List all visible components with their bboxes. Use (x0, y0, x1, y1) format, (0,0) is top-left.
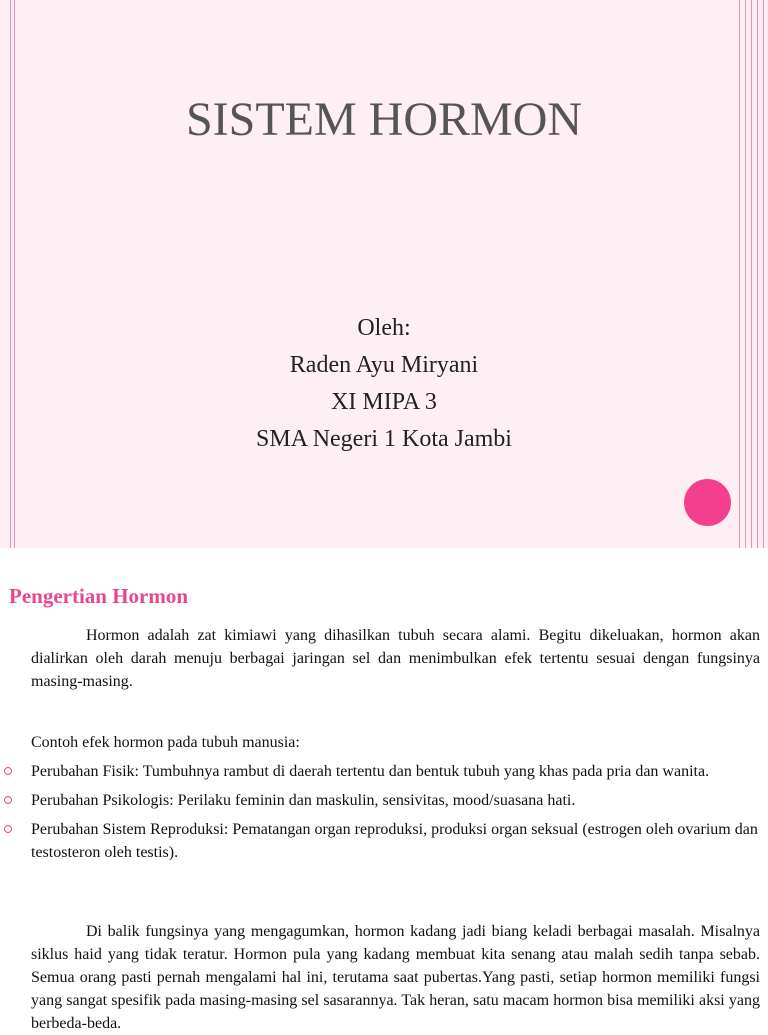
list-item-text: Perubahan Psikologis: Perilaku feminin dan maskulin, sensivitas, mood/suasana hati. (31, 792, 576, 809)
paragraph-definition: Hormon adalah zat kimiawi yang dihasilkan tubuh secara alami. Begitu dikeluakan, hormon akan dialirkan oleh darah menuju berbagai jaringan sel dan menimbulkan efek tertentu sesuai dengan fungsinya masing-masing. (31, 627, 760, 690)
byline-label: Oleh: (357, 315, 411, 341)
section-heading: Pengertian Hormon (9, 584, 189, 608)
examples-intro: Contoh efek hormon pada tubuh manusia: (31, 734, 300, 751)
list-item (0, 760, 760, 783)
bullet-circle-icon (4, 767, 12, 775)
author-block (0, 310, 768, 458)
paragraph-problems: Di balik fungsinya yang mengagumkan, hormon kadang jadi biang keladi berbagai masalah. Misalnya siklus haid yang tidak teratur. Hormon pula yang kadang membuat kita senang atau malah sedih tanpa sebab. Semua orang pasti pernah mengalami hal ini, terutama saat pubertas.Yang pasti, setiap hormon memiliki fungsi yang sangat spesifik pada masing-masing sel sasarannya. Tak heran, satu macam hormon bisa memiliki aksi yang berbeda-beda. (31, 923, 760, 1032)
list-item-text: Perubahan Sistem Reproduksi: Pematangan organ reproduksi, produksi organ seksual (estrogen oleh ovarium dan testosteron oleh testis). (31, 821, 758, 861)
border-line-right-5 (763, 0, 764, 548)
border-line-left-1 (10, 0, 11, 548)
border-line-left-2 (14, 0, 15, 548)
border-line-right-2 (745, 0, 746, 548)
decorative-circle-icon (684, 479, 731, 526)
bullet-circle-icon (4, 825, 12, 833)
bullet-circle-icon (4, 796, 12, 804)
class-name: XI MIPA 3 (331, 389, 437, 415)
school-name: SMA Negeri 1 Kota Jambi (256, 426, 512, 452)
list-item-text: Perubahan Fisik: Tumbuhnya rambut di daerah tertentu dan bentuk tubuh yang khas pada pria dan wanita. (31, 763, 710, 780)
effects-list (0, 760, 768, 870)
slide-title: SISTEM HORMON (185, 93, 583, 146)
list-item (0, 818, 760, 864)
border-line-right-1 (739, 0, 740, 548)
border-line-right-4 (757, 0, 758, 548)
list-item (0, 789, 760, 812)
author-name: Raden Ayu Miryani (289, 352, 479, 378)
border-line-right-3 (751, 0, 752, 548)
